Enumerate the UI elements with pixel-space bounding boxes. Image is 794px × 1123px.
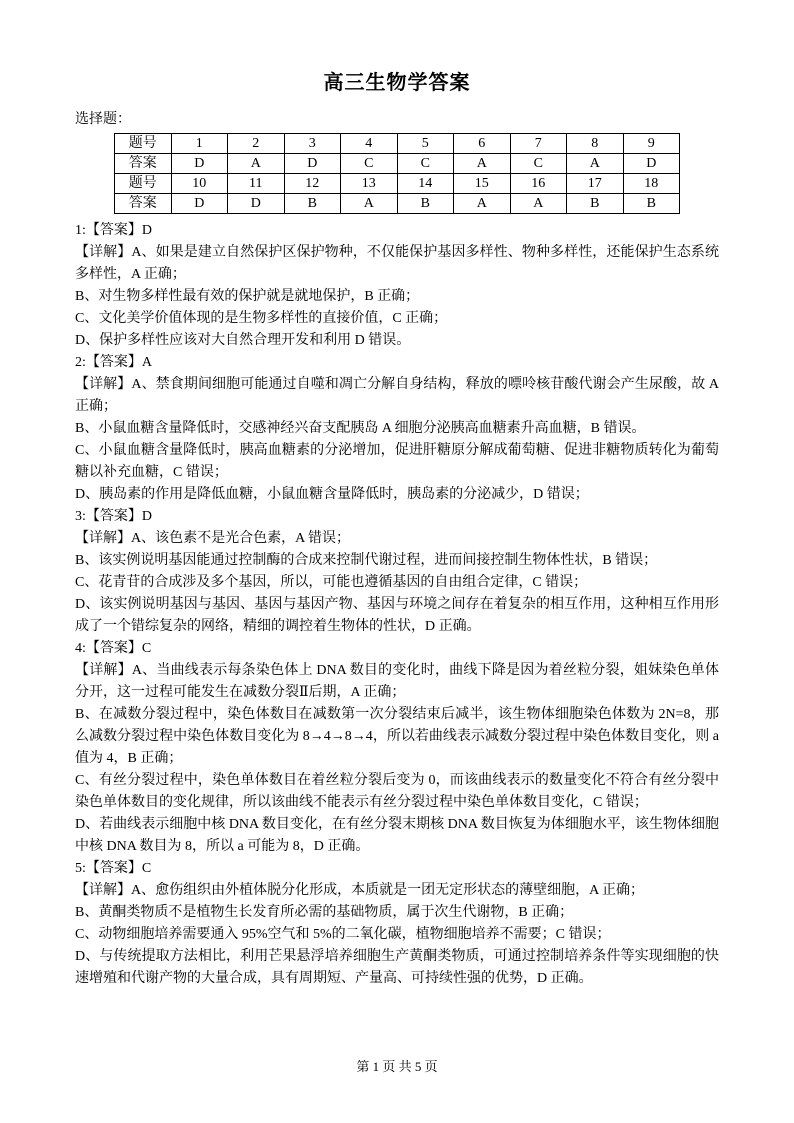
explanation-block — [75, 858, 719, 990]
answer-cell: D — [623, 154, 680, 174]
explanation-paragraph: C、动物细胞培养需要通入 95%空气和 5%的二氧化碳，植物细胞培养不需要；C 错误； — [75, 927, 611, 942]
answer-cell: A — [228, 154, 285, 174]
explanation-paragraph: D、胰岛素的作用是降低血糖，小鼠血糖含量降低时，胰岛素的分泌减少，D 错误； — [75, 487, 589, 502]
answer-cell: A — [454, 194, 511, 214]
explanation-paragraph: D、该实例说明基因与基因、基因与基因产物、基因与环境之间存在着复杂的相互作用，这种相互作用形成了一个错综复杂的网络，精细的调控着生物体的性状，D 正确。 — [75, 597, 719, 634]
answer-cell: 4 — [341, 134, 398, 154]
explanation-paragraph: 【详解】A、当曲线表示每条染色体上 DNA 数目的变化时，曲线下降是因为着丝粒分裂，姐妹染色单体分开，这一过程可能发生在减数分裂Ⅱ后期，A 正确； — [75, 663, 719, 700]
explanation-paragraph: 【详解】A、如果是建立自然保护区保护物种，不仅能保护基因多样性、物种多样性，还能保护生态系统多样性，A 正确； — [75, 245, 719, 282]
explanation-paragraph: C、小鼠血糖含量降低时，胰高血糖素的分泌增加，促进肝糖原分解成葡萄糖、促进非糖物质转化为葡萄糖以补充血糖，C 错误； — [75, 443, 719, 480]
answer-cell: A — [341, 194, 398, 214]
answer-cell: 1 — [171, 134, 228, 154]
answer-cell: A — [510, 194, 567, 214]
explanation-paragraph: B、该实例说明基因能通过控制酶的合成来控制代谢过程，进而间接控制生物体性状，B 错误； — [75, 553, 658, 568]
answer-cell: B — [567, 194, 624, 214]
answer-cell: D — [228, 194, 285, 214]
answer-cell: B — [397, 194, 454, 214]
explanation-heading: 1:【答案】D — [75, 223, 152, 238]
explanation-block — [75, 506, 719, 638]
explanation-paragraph: 【详解】A、禁食期间细胞可能通过自噬和凋亡分解自身结构，释放的嘌呤核苷酸代谢会产生尿酸，故 A 正确； — [75, 377, 719, 414]
explanation-paragraph: C、花青苷的合成涉及多个基因，所以，可能也遵循基因的自由组合定律，C 错误； — [75, 575, 588, 590]
answer-cell: 9 — [623, 134, 680, 154]
row-label-cell: 题号 — [115, 134, 172, 154]
answer-cell: 13 — [341, 174, 398, 194]
answer-cell: D — [284, 154, 341, 174]
answer-cell: 16 — [510, 174, 567, 194]
explanation-paragraph: D、保护多样性应该对大自然合理开发和利用 D 错误。 — [75, 333, 411, 348]
explanation-block — [75, 220, 719, 352]
section-label: 选择题： — [75, 112, 131, 127]
answer-cell: A — [567, 154, 624, 174]
answer-cell: B — [623, 194, 680, 214]
row-label-cell: 答案 — [115, 154, 172, 174]
answer-cell: 15 — [454, 174, 511, 194]
answer-cell: 10 — [171, 174, 228, 194]
answer-cell: 18 — [623, 174, 680, 194]
explanation-paragraph: D、若曲线表示细胞中核 DNA 数目变化，在有丝分裂末期核 DNA 数目恢复为体细胞水平，该生物体细胞中核 DNA 数目为 8，所以 a 可能为 8，D 正确。 — [75, 817, 719, 854]
answer-table-row — [115, 134, 680, 154]
answer-cell: C — [341, 154, 398, 174]
row-label-cell: 题号 — [115, 174, 172, 194]
answer-table-row — [115, 154, 680, 174]
answer-cell: 2 — [228, 134, 285, 154]
explanation-paragraph: B、小鼠血糖含量降低时，交感神经兴奋支配胰岛 A 细胞分泌胰高血糖素升高血糖，B 错误。 — [75, 421, 646, 436]
answer-table-row — [115, 194, 680, 214]
answer-cell: 3 — [284, 134, 341, 154]
explanation-block — [75, 352, 719, 506]
answer-cell: C — [397, 154, 454, 174]
explanation-heading: 2:【答案】A — [75, 355, 152, 370]
answer-cell: 17 — [567, 174, 624, 194]
answer-table — [114, 133, 680, 214]
explanation-heading: 3:【答案】D — [75, 509, 152, 524]
explanation-paragraph: B、在减数分裂过程中，染色体数目在减数第一次分裂结束后减半，该生物体细胞染色体数为 2N=8，那么减数分裂过程中染色体数目变化为 8→4→8→4，所以若曲线表示减数分裂过程中染色体数目变化，则 a 值为 4，B 正确； — [75, 707, 719, 766]
answer-cell: 8 — [567, 134, 624, 154]
explanation-paragraph: C、有丝分裂过程中，染色单体数目在着丝粒分裂后变为 0，而该曲线表示的数量变化不符合有丝分裂中染色单体数目的变化规律，所以该曲线不能表示有丝分裂过程中染色单体数目变化，C 错误； — [75, 773, 719, 810]
explanation-paragraph: 【详解】A、愈伤组织由外植体脱分化形成，本质就是一团无定形状态的薄壁细胞，A 正确； — [75, 883, 644, 898]
explanations — [75, 220, 719, 990]
answer-cell: 12 — [284, 174, 341, 194]
explanation-paragraph: C、文化美学价值体现的是生物多样性的直接价值，C 正确； — [75, 311, 448, 326]
answer-cell: 7 — [510, 134, 567, 154]
explanation-paragraph: 【详解】A、该色素不是光合色素，A 错误； — [75, 531, 350, 546]
explanation-paragraph: B、黄酮类物质不是植物生长发育所必需的基础物质，属于次生代谢物，B 正确； — [75, 905, 574, 920]
explanation-block — [75, 638, 719, 858]
answer-table-body — [115, 134, 680, 214]
answer-cell: A — [454, 154, 511, 174]
explanation-paragraph: B、对生物多样性最有效的保护就是就地保护，B 正确； — [75, 289, 420, 304]
answer-cell: D — [171, 194, 228, 214]
answer-cell: 14 — [397, 174, 454, 194]
answer-cell: 6 — [454, 134, 511, 154]
explanation-paragraph: D、与传统提取方法相比，利用芒果悬浮培养细胞生产黄酮类物质，可通过控制培养条件等实现细胞的快速增殖和代谢产物的大量合成，具有周期短、产量高、可持续性强的优势，D 正确。 — [75, 949, 719, 986]
answer-cell: 5 — [397, 134, 454, 154]
explanation-heading: 5:【答案】C — [75, 861, 152, 876]
answer-table-row — [115, 174, 680, 194]
row-label-cell: 答案 — [115, 194, 172, 214]
page-footer: 第 1 页 共 5 页 — [356, 1059, 438, 1074]
page-title: 高三生物学答案 — [323, 72, 471, 94]
answer-cell: B — [284, 194, 341, 214]
answer-cell: C — [510, 154, 567, 174]
explanation-heading: 4:【答案】C — [75, 641, 152, 656]
answer-cell: D — [171, 154, 228, 174]
answer-cell: 11 — [228, 174, 285, 194]
